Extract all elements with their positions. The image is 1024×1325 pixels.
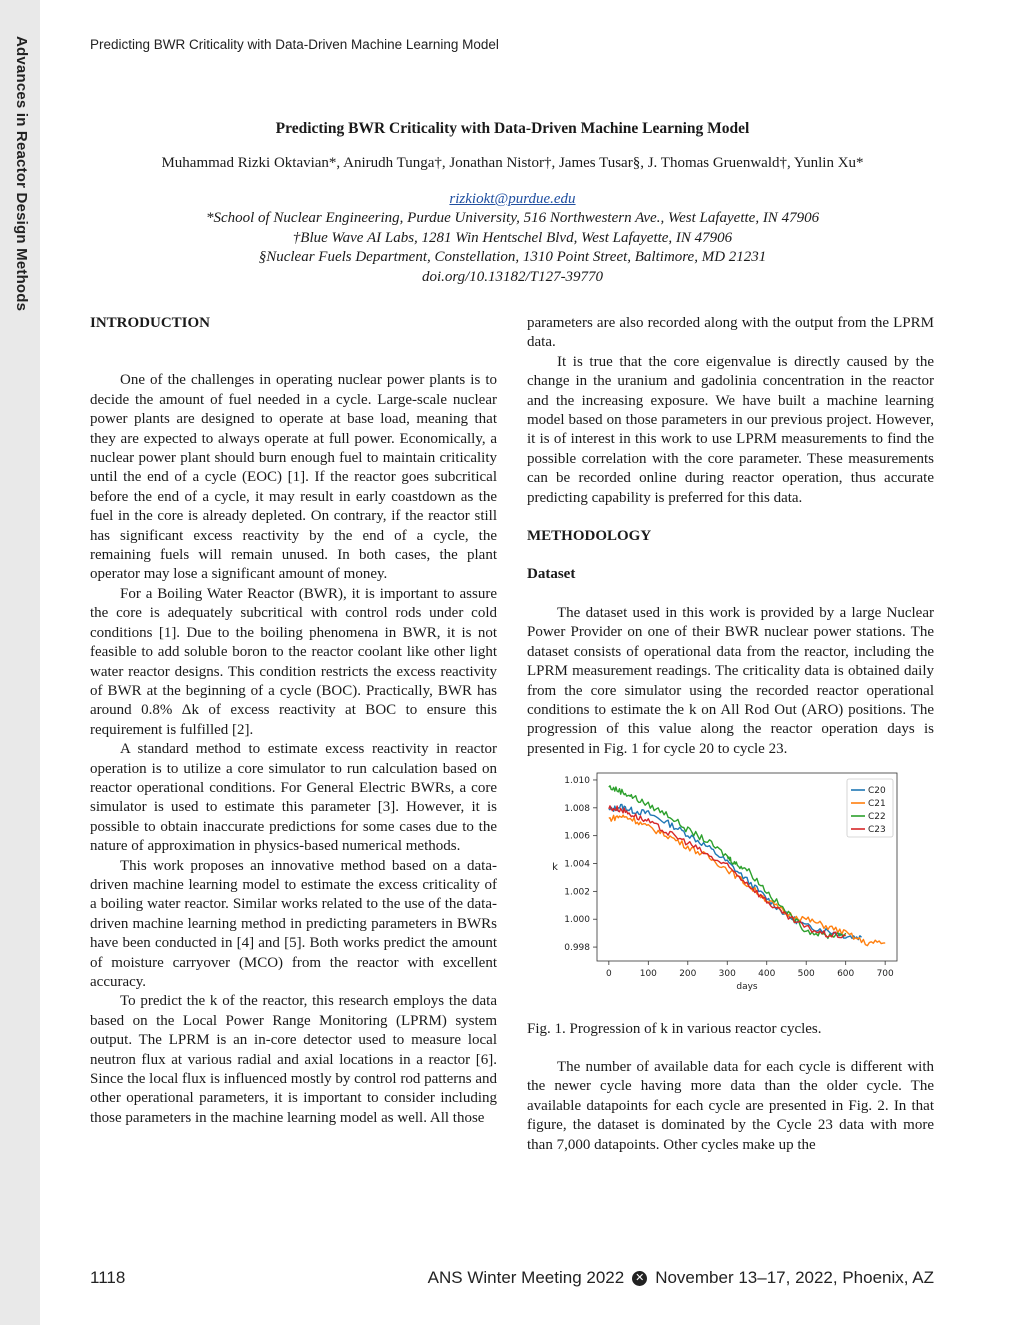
- dataset-heading: Dataset: [527, 566, 576, 583]
- y-tick-label: 0.998: [564, 943, 590, 954]
- right-paragraph-2: It is true that the core eigenvalue is directly caused by the change in the uranium and gadolinia concentration in the reactor and the increasing exposure. We have built a machine learning model based on those parameters in our previous project. However, it is of interest in this work to use LPRM measurements to find the possible correlation with the core parameter. These measurements can be recorded online during reactor operation, thus accurate predicting capability is preferred for this data.: [527, 353, 934, 506]
- y-tick-label: 1.006: [564, 831, 590, 842]
- ans-logo-icon: ✕: [632, 1271, 647, 1286]
- doi: doi.org/10.13182/T127-39770: [421, 268, 604, 285]
- sidebar-title-wrap: [0, 36, 40, 316]
- affiliation-1: *School of Nuclear Engineering, Purdue University, 516 Northwestern Ave., West Lafayette, IN 47906: [205, 210, 820, 226]
- right-paragraph-1: parameters are also recorded along with the output from the LPRM data.: [527, 315, 934, 351]
- intro-paragraph-1: One of the challenges in operating nuclear power plants is to decide the amount of fuel needed in a cycle. Large-scale nuclear power plants are designed to operate at base load, meaning that they are expected to always operate at full power. Economically, a nuclear power plant should burn enough fuel to maintain criticality until the end of a cycle (EOC) [1]. If the reactor goes subcritical before the end of a cycle, it may result in early coastdown as the fuel in the core is already depleted. On contrary, if the reactor still has significant excess reactivity by the end of a cycle, the remaining fuels will remain unused. In both cases, the plant operator may lose a significant amount of money.: [90, 372, 497, 583]
- x-tick-label: 300: [718, 969, 736, 980]
- paper-header: [90, 120, 935, 287]
- legend-label-c23: C23: [868, 825, 886, 836]
- y-tick-label: 1.004: [564, 859, 590, 870]
- footer-conference: [428, 1268, 934, 1288]
- y-tick-label: 1.010: [564, 776, 590, 787]
- x-tick-label: 600: [837, 969, 855, 980]
- intro-paragraph-2: For a Boiling Water Reactor (BWR), it is important to assure the core is adequately subcritical with control rods under cold conditions [1]. Due to the boiling phenomena in BWR, it is not feasible to add soluble boron to the reactor coolant like other light water reactor designs. This condition restricts the excess reactivity of BWR at the beginning of a cycle (BOC). Practically, BWR has around 0.8% Δk of excess reactivity at BOC to ensure this requirement is fulfilled [2].: [90, 585, 497, 738]
- x-tick-label: 200: [679, 969, 697, 980]
- x-tick-label: 700: [876, 969, 894, 980]
- conference-dates: November 13–17, 2022, Phoenix, AZ: [655, 1268, 934, 1287]
- legend-label-c20: C20: [868, 786, 886, 797]
- right-column: [527, 314, 934, 1155]
- running-head: Predicting BWR Criticality with Data-Driven Machine Learning Model: [90, 37, 499, 52]
- page-number: 1118: [90, 1268, 126, 1287]
- affiliation-2: †Blue Wave AI Labs, 1281 Win Hentschel Blvd, West Lafayette, IN 47906: [292, 229, 733, 246]
- y-tick-label: 1.002: [564, 887, 590, 898]
- sidebar: [0, 0, 40, 1325]
- y-tick-label: 1.000: [564, 915, 590, 926]
- x-tick-label: 400: [758, 969, 776, 980]
- author-email-link[interactable]: rizkiokt@purdue.edu: [449, 191, 576, 207]
- conference-name: ANS Winter Meeting 2022: [427, 1268, 625, 1287]
- intro-paragraph-5: To predict the k of the reactor, this research employs the data based on the Local Power Range Monitoring (LPRM) system output. The LPRM is an in-core detector used to measure local neutron flux at various radial and axial locations in a reactor [6]. Since the local flux is influenced mostly by control rod patterns and other operational parameters, it is important to consider including those parameters in the machine learning model as well. All those: [90, 993, 497, 1126]
- paper-authors: Muhammad Rizki Oktavian*, Anirudh Tunga†, Jonathan Nistor†, James Tusar§, J. Thomas Gruenwald†, Yunlin Xu*: [161, 155, 864, 171]
- y-tick-label: 1.008: [564, 803, 590, 814]
- x-tick-label: 500: [797, 969, 815, 980]
- sidebar-title: Advances in Reactor Design Methods: [13, 36, 30, 312]
- y-axis-label: k: [552, 862, 558, 874]
- x-tick-label: 0: [605, 969, 612, 980]
- introduction-heading: INTRODUCTION: [90, 315, 211, 331]
- dataset-paragraph-2: The number of available data for each cycle is different with the newer cycle having more data than the older cycle. The available datapoints for each cycle are presented in Fig. 2. In that figure, the dataset is dominated by the Cycle 23 data with more than 7,000 datapoints. Other cycles make up the: [527, 1058, 934, 1153]
- affiliation-3: §Nuclear Fuels Department, Constellation, 1310 Point Street, Baltimore, MD 21231: [258, 249, 767, 265]
- x-tick-label: 100: [639, 969, 657, 980]
- k-progression-chart: [527, 767, 934, 1007]
- methodology-heading: METHODOLOGY: [527, 528, 652, 545]
- intro-paragraph-3: A standard method to estimate excess reactivity in reactor operation is to utilize a core simulator to run calculation based on reactor operational conditions. For General Electric BWRs, a core simulator is used to estimate this parameter [3]. However, it is possible to obtain inaccurate predictions for some cases due to the nature of approximation in physics-based numerical methods.: [90, 741, 497, 855]
- intro-paragraph-4: This work proposes an innovative method based on a data-driven machine learning model to estimate the excess criticality of a boiling water reactor. Similar works related to the use of the data-driven machine learning method in predicting parameters in BWRs have been conducted in [4] and [5]. Both works predict the amount of moisture carryover (MCO) from the reactor with excellent accuracy.: [90, 857, 497, 990]
- dataset-paragraph: The dataset used in this work is provided by a large Nuclear Power Provider on one of their BWR nuclear power stations. The dataset consists of operational data from the reactor, including the LPRM measurement readings. The criticality data is obtained daily from the core simulator using the recorded reactor operational conditions to estimate the k on All Rod Out (ARO) positions. The progression of this value along the reactor operation days is presented in Fig. 1 for cycle 20 to cycle 23.: [527, 604, 934, 757]
- paper-title: Predicting BWR Criticality with Data-Driven Machine Learning Model: [275, 120, 750, 137]
- legend-label-c21: C21: [868, 799, 886, 810]
- figure-1-caption: Fig. 1. Progression of k in various reactor cycles.: [527, 1020, 822, 1037]
- left-column: [90, 314, 497, 1128]
- legend-label-c22: C22: [868, 812, 886, 823]
- x-axis-label: days: [736, 982, 758, 993]
